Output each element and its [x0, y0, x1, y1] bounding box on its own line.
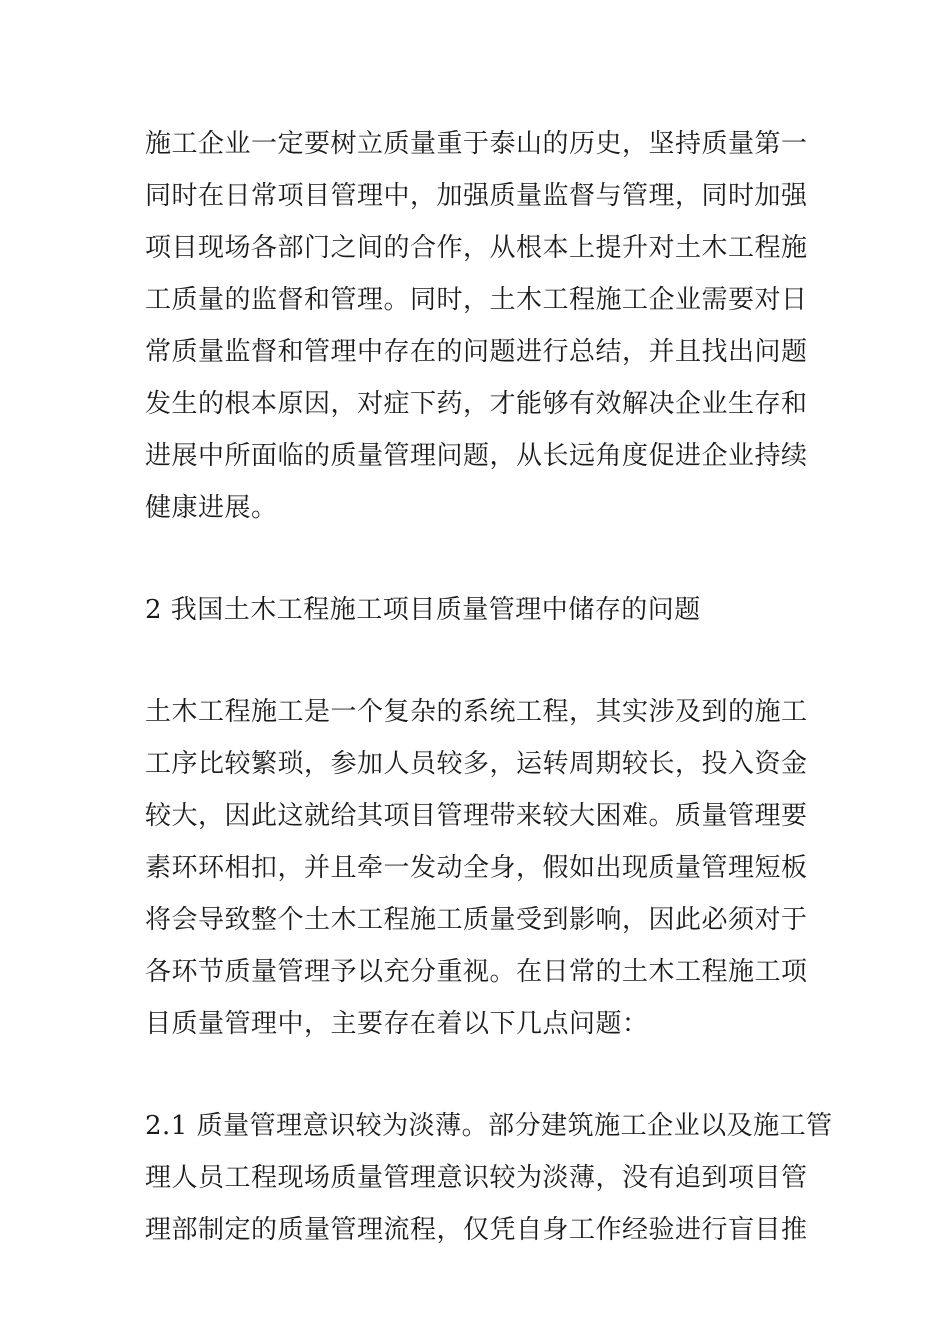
text-line: 常质量监督和管理中存在的问题进行总结，并且找出问题: [145, 337, 808, 367]
paragraph-spacer: [145, 540, 810, 590]
section-heading: 2 我国土木工程施工项目质量管理中储存的问题: [145, 595, 701, 625]
paragraph-spacer: [145, 642, 810, 692]
text-line: 发生的根本原因，对症下药，才能够有效解决企业生存和: [145, 389, 808, 419]
text-line: 目质量管理中，主要存在着以下几点问题：: [145, 1009, 649, 1039]
text-line: 项目现场各部门之间的合作，从根本上提升对土木工程施: [145, 233, 808, 263]
paragraph-2: [145, 692, 810, 1056]
text-line: 将会导致整个土木工程施工质量受到影响，因此必须对于: [145, 905, 808, 935]
paragraph-3: [145, 1106, 833, 1262]
text-line: 较大，因此这就给其项目管理带来较大困难。质量管理要: [145, 801, 808, 831]
text-line: 工质量的监督和管理。同时，土木工程施工企业需要对日: [145, 285, 808, 315]
text-line: 土木工程施工是一个复杂的系统工程，其实涉及到的施工: [145, 697, 808, 727]
paragraph-spacer: [145, 1056, 810, 1106]
text-line: 素环环相扣，并且牵一发动全身，假如出现质量管理短板: [145, 853, 808, 883]
text-line: 同时在日常项目管理中，加强质量监督与管理，同时加强: [145, 181, 808, 211]
text-line: 理部制定的质量管理流程，仅凭自身工作经验进行盲目推: [145, 1215, 808, 1245]
paragraph-1: [145, 124, 810, 540]
text-line: 健康进展。: [145, 493, 278, 523]
text-line: 施工企业一定要树立质量重于泰山的历史，坚持质量第一: [145, 129, 808, 159]
text-line: 各环节质量管理予以充分重视。在日常的土木工程施工项: [145, 957, 808, 987]
text-line: 工序比较繁琐，参加人员较多，运转周期较长，投入资金: [145, 749, 808, 779]
text-line: 理人员工程现场质量管理意识较为淡薄，没有追到项目管: [145, 1163, 808, 1193]
text-line: 进展中所面临的质量管理问题，从长远角度促进企业持续: [145, 441, 808, 471]
document-page: [145, 124, 833, 1262]
text-line: 2.1 质量管理意识较为淡薄。部分建筑施工企业以及施工管: [145, 1111, 833, 1141]
